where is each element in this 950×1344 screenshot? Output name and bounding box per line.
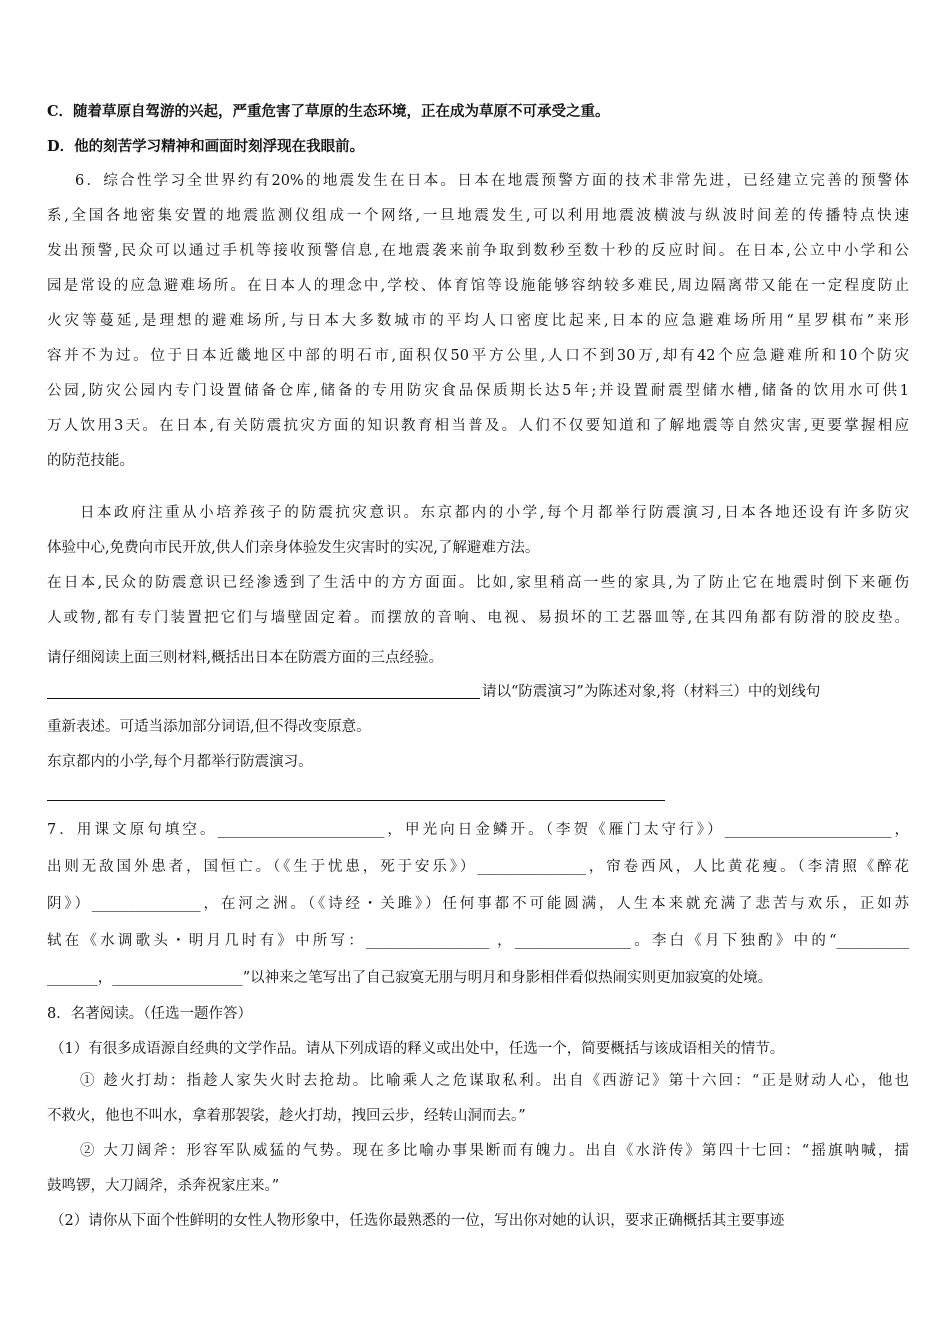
option-c: [47, 102, 909, 122]
q6-material2-line: 日本政府注重从小培养孩子的防震抗灾意识。东京都内的小学,每个月都举行防震演习,日本各地还设有许多防灾: [80, 505, 909, 521]
option-d: [47, 137, 909, 157]
q6-material1-line: 系,全国各地密集安置的地震监测仪组成一个网络,一旦地震发生,可以利用地震波横波与纵波时间差的传播特点快速: [47, 208, 909, 224]
q6-material1-line: 园是常设的应急避难场所。在日本人的理念中,学校、体育馆等设施能够容纳较多难民,周边隔离带又能在一定程度防止: [47, 278, 909, 294]
q8-idiom2-line2: 鼓鸣锣，大刀阔斧，杀奔祝家庄来。”: [47, 1178, 280, 1194]
option-c-label: C．: [47, 103, 74, 120]
q8-title: 8．名著阅读。（任选一题作答）: [47, 1006, 252, 1022]
q8-idiom2-line1: ② 大刀阔斧：形容军队威猛的气势。现在多比喻办事果断而有魄力。出自《水浒传》第四十七回：“摇旗呐喊，擂: [80, 1143, 909, 1159]
q8-idiom1-line1: ① 趁火打劫：指趁人家失火时去抢劫。比喻乘人之危谋取私利。出自《西游记》第十六回：“正是财动人心，他也: [80, 1073, 909, 1089]
q7-line: 出则无敌国外患者，国恒亡。（《生于忧患，死于安乐》）_______________，帘卷西风，人比黄花瘦。（李清照《醉花: [47, 859, 909, 875]
q7-line: 阴》）_______________，在河之洲。（《诗经・关雎》）任何事都不可能圆满，人生本来就充满了悲苦与欢乐，正如苏: [47, 896, 909, 912]
q6-material1-line: 发出预警,民众可以通过手机等接收预警信息,在地震袭来前争取到数秒至数十秒的反应时间。在日本,公立中小学和公: [47, 243, 909, 259]
q6-answer-blank-1[interactable]: [47, 698, 480, 699]
q6-material1-line: 的防范技能。: [47, 453, 134, 469]
q7-line: 轼在《水调歌头・明月几时有》中所写：_________________ ，________________。李白《月下独酌》中的“__________: [47, 933, 909, 949]
option-c-text: 随着草原自驾游的兴起，严重危害了草原的生态环境，正在成为草原不可承受之重。: [73, 103, 610, 120]
q6-task1: 请仔细阅读上面三则材料,概括出日本在防震方面的三点经验。: [47, 650, 444, 666]
q6-answer-blank-2[interactable]: [47, 800, 665, 801]
q6-task2-line2: 重新表述。可适当添加部分词语,但不得改变原意。: [47, 719, 371, 735]
q6-material1-line: 6．综合性学习全世界约有20%的地震发生在日本。日本在地震预警方面的技术非常先进，已经建立完善的预警体: [75, 173, 909, 189]
q6-material1-line: 万人饮用3天。在日本,有关防震抗灾方面的知识教育相当普及。人们不仅要知道和了解地震等自然灾害,更要掌握相应: [47, 418, 909, 434]
q6-material2-line: 体验中心,免费向市民开放,供人们亲身体验发生灾害时的实况,了解避难方法。: [47, 540, 540, 556]
q6-task2-line1: 请以“防震演习”为陈述对象,将（材料三）中的划线句: [482, 684, 821, 700]
option-d-label: D．: [47, 138, 75, 155]
q7-line: _______，__________________”以神来之笔写出了自己寂寞无朋与明月和身影相伴看似热闹实则更加寂寞的处境。: [47, 970, 773, 986]
q8-part1: （1）有很多成语源自经典的文学作品。请从下列成语的释义或出处中，任选一个，简要概括与该成语相关的情节。: [50, 1041, 785, 1057]
q6-material1-line: 容并不为过。位于日本近畿地区中部的明石市,面积仅50平方公里,人口不到30万,却有42个应急避难所和10个防灾: [47, 348, 909, 364]
option-d-text: 他的刻苦学习精神和画面时刻浮现在我眼前。: [74, 138, 365, 155]
q6-task2-sentence: 东京都内的小学,每个月都举行防震演习。: [47, 754, 313, 770]
q8-part2: （2）请你从下面个性鲜明的女性人物形象中，任选你最熟悉的一位，写出你对她的认识，要求正确概括其主要事迹: [50, 1213, 785, 1229]
q6-material1-line: 火灾等蔓延,是理想的避难场所,与日本大多数城市的平均人口密度比起来,日本的应急避难场所用“星罗棋布”来形: [47, 313, 909, 329]
q6-material1-line: 公园,防灾公园内专门设置储备仓库,储备的专用防灾食品保质期长达5年;并设置耐震型储水槽,储备的饮用水可供1: [47, 383, 909, 399]
q6-material3-line: 在日本,民众的防震意识已经渗透到了生活中的方方面面。比如,家里稍高一些的家具,为了防止它在地震时倒下来砸伤: [47, 575, 909, 591]
q6-material3-line: 人或物,都有专门装置把它们与墙壁固定着。而摆放的音响、电视、易损坏的工艺器皿等,在其四角都有防滑的胶皮垫。: [47, 610, 909, 626]
q7-line: 7．用课文原句填空。_______________________，甲光向日金鳞开。（李贺《雁门太守行》）_______________________，: [47, 822, 909, 838]
q8-idiom1-line2: 不救火，他也不叫水，拿着那袈裟，趁火打劫，拽回云步，经转山洞而去。”: [47, 1108, 526, 1124]
